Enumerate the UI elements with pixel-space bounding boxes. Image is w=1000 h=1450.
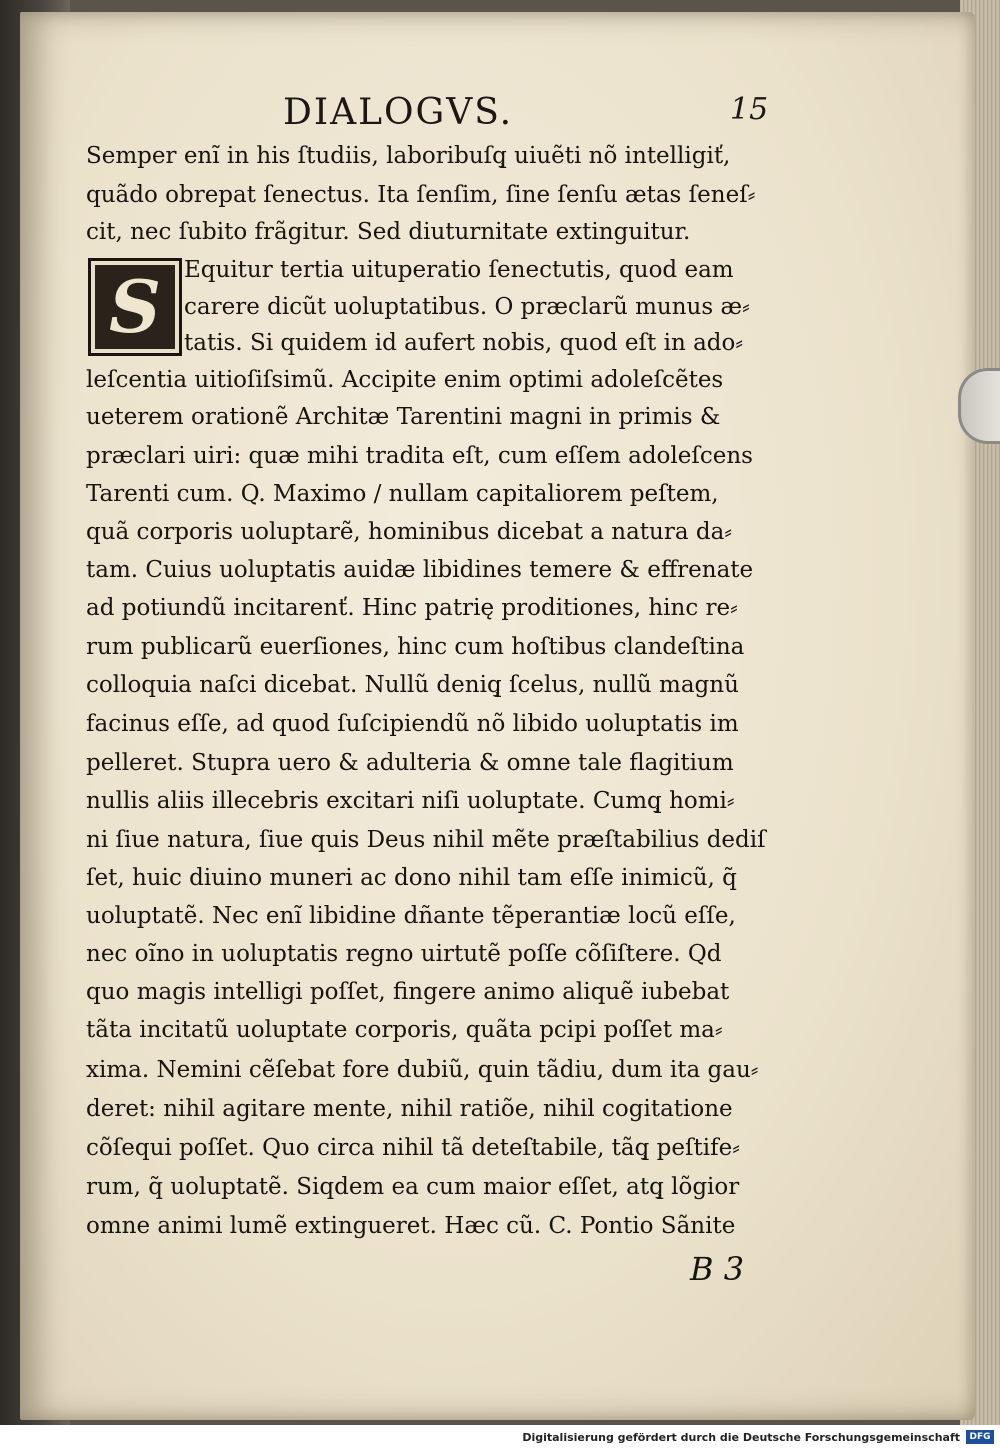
text-line: uoluptatẽ. Nec enĩ libidine dñante tẽperantiæ locũ eſſe, [86,903,736,929]
text-line: rum publicarũ euerſiones, hinc cum hoſtibus clandeſtina [86,634,745,660]
text-line: quãdo obrepat ſenectus. Ita ſenſim, ſine ſenſu ætas ſeneſ⸗ [86,182,756,208]
text-line: deret: nihil agitare mente, nihil ratiõe, nihil cogitatione [86,1096,733,1122]
text-line: cit, nec ſubito frãgitur. Sed diuturnitate extinguitur. [86,219,691,245]
text-line: nec oĩno in uoluptatis regno uirtutẽ poſſe cõſiſtere. Qd [86,941,722,967]
text-line: Tarenti cum. Q. Maximo / nullam capitaliorem peſtem, [86,481,719,507]
text-line: colloquia naſci dicebat. Nullũ deniq̧ ſcelus, nullũ magnũ [86,672,739,698]
page-header [0,88,1000,138]
text-line: tam. Cuius uoluptatis auidæ libidines temere & effrenate [86,557,754,583]
dfg-logo-icon: DFG [966,1430,994,1444]
decorated-initial [88,258,182,356]
text-line: ad potiundũ incitarenť. Hinc patrię proditiones, hinc re⸗ [86,595,738,621]
text-line: cõſequi poſſet. Quo circa nihil tã deteſtabile, tãq̧ peſtife⸗ [86,1135,740,1161]
text-line: quã corporis uoluptarẽ, hominibus dicebat a natura da⸗ [86,519,732,545]
text-line: præclari uiri: quæ mihi tradita eſt, cum eſſem adoleſcens [86,443,753,469]
digitization-footer [0,1425,1000,1450]
text-line: tãta incitatũ uoluptate corporis, quãta pcipi poſſet ma⸗ [86,1017,723,1043]
text-line: quo magis intelligi poſſet, fingere animo aliquẽ iubebat [86,979,730,1005]
text-line: carere dicũt uoluptatibus. O præclarũ munus æ⸗ [184,294,750,320]
text-line: ueterem orationẽ Architæ Tarentini magni in primis & [86,404,721,430]
running-title: DIALOGVS. [283,92,514,133]
text-line: ni ſiue natura, ſiue quis Deus nihil mẽte præſtabilius dediſ [86,827,766,853]
text-line: rum, q̃ uoluptatẽ. Siqdem ea cum maior eſſet, atq̧ lõgior [86,1174,740,1200]
text-line: pelleret. Stupra uero & adulteria & omne tale flagitium [86,750,734,776]
text-line: tatis. Si quidem id aufert nobis, quod eſt in ado⸗ [184,330,744,356]
signature-mark: B 3 [690,1250,745,1288]
initial-letter: S [109,264,161,349]
text-line: omne animi lumẽ extingueret. Hæc cũ. C. Pontio Sãnite [86,1213,736,1239]
text-line: Semper enĩ in his ſtudiis, laboribuſq̧ uiuẽti nõ intelligiť, [86,143,731,169]
folio-number: 15 [730,92,769,127]
text-line: facinus eſſe, ad quod ſuſcipiendũ nõ libido uoluptatis im [86,711,739,737]
text-line: leſcentia uitioſiſsimũ. Accipite enim optimi adoleſcẽtes [86,367,724,393]
text-line: nullis aliis illecebris excitari niſi uoluptate. Cumq̧ homi⸗ [86,788,735,814]
page-clip [958,368,1000,444]
text-line: xima. Nemini cẽſebat fore dubiũ, quin tãdiu, dum ita gau⸗ [86,1057,759,1083]
funding-credit: Digitalisierung gefördert durch die Deutsche Forschungsgemeinschaft [522,1431,960,1444]
text-line: ſet, huic diuino muneri ac dono nihil tam eſſe inimicũ, q̃ [86,865,737,891]
text-line: Equitur tertia uituperatio ſenectutis, quod eam [184,257,734,283]
